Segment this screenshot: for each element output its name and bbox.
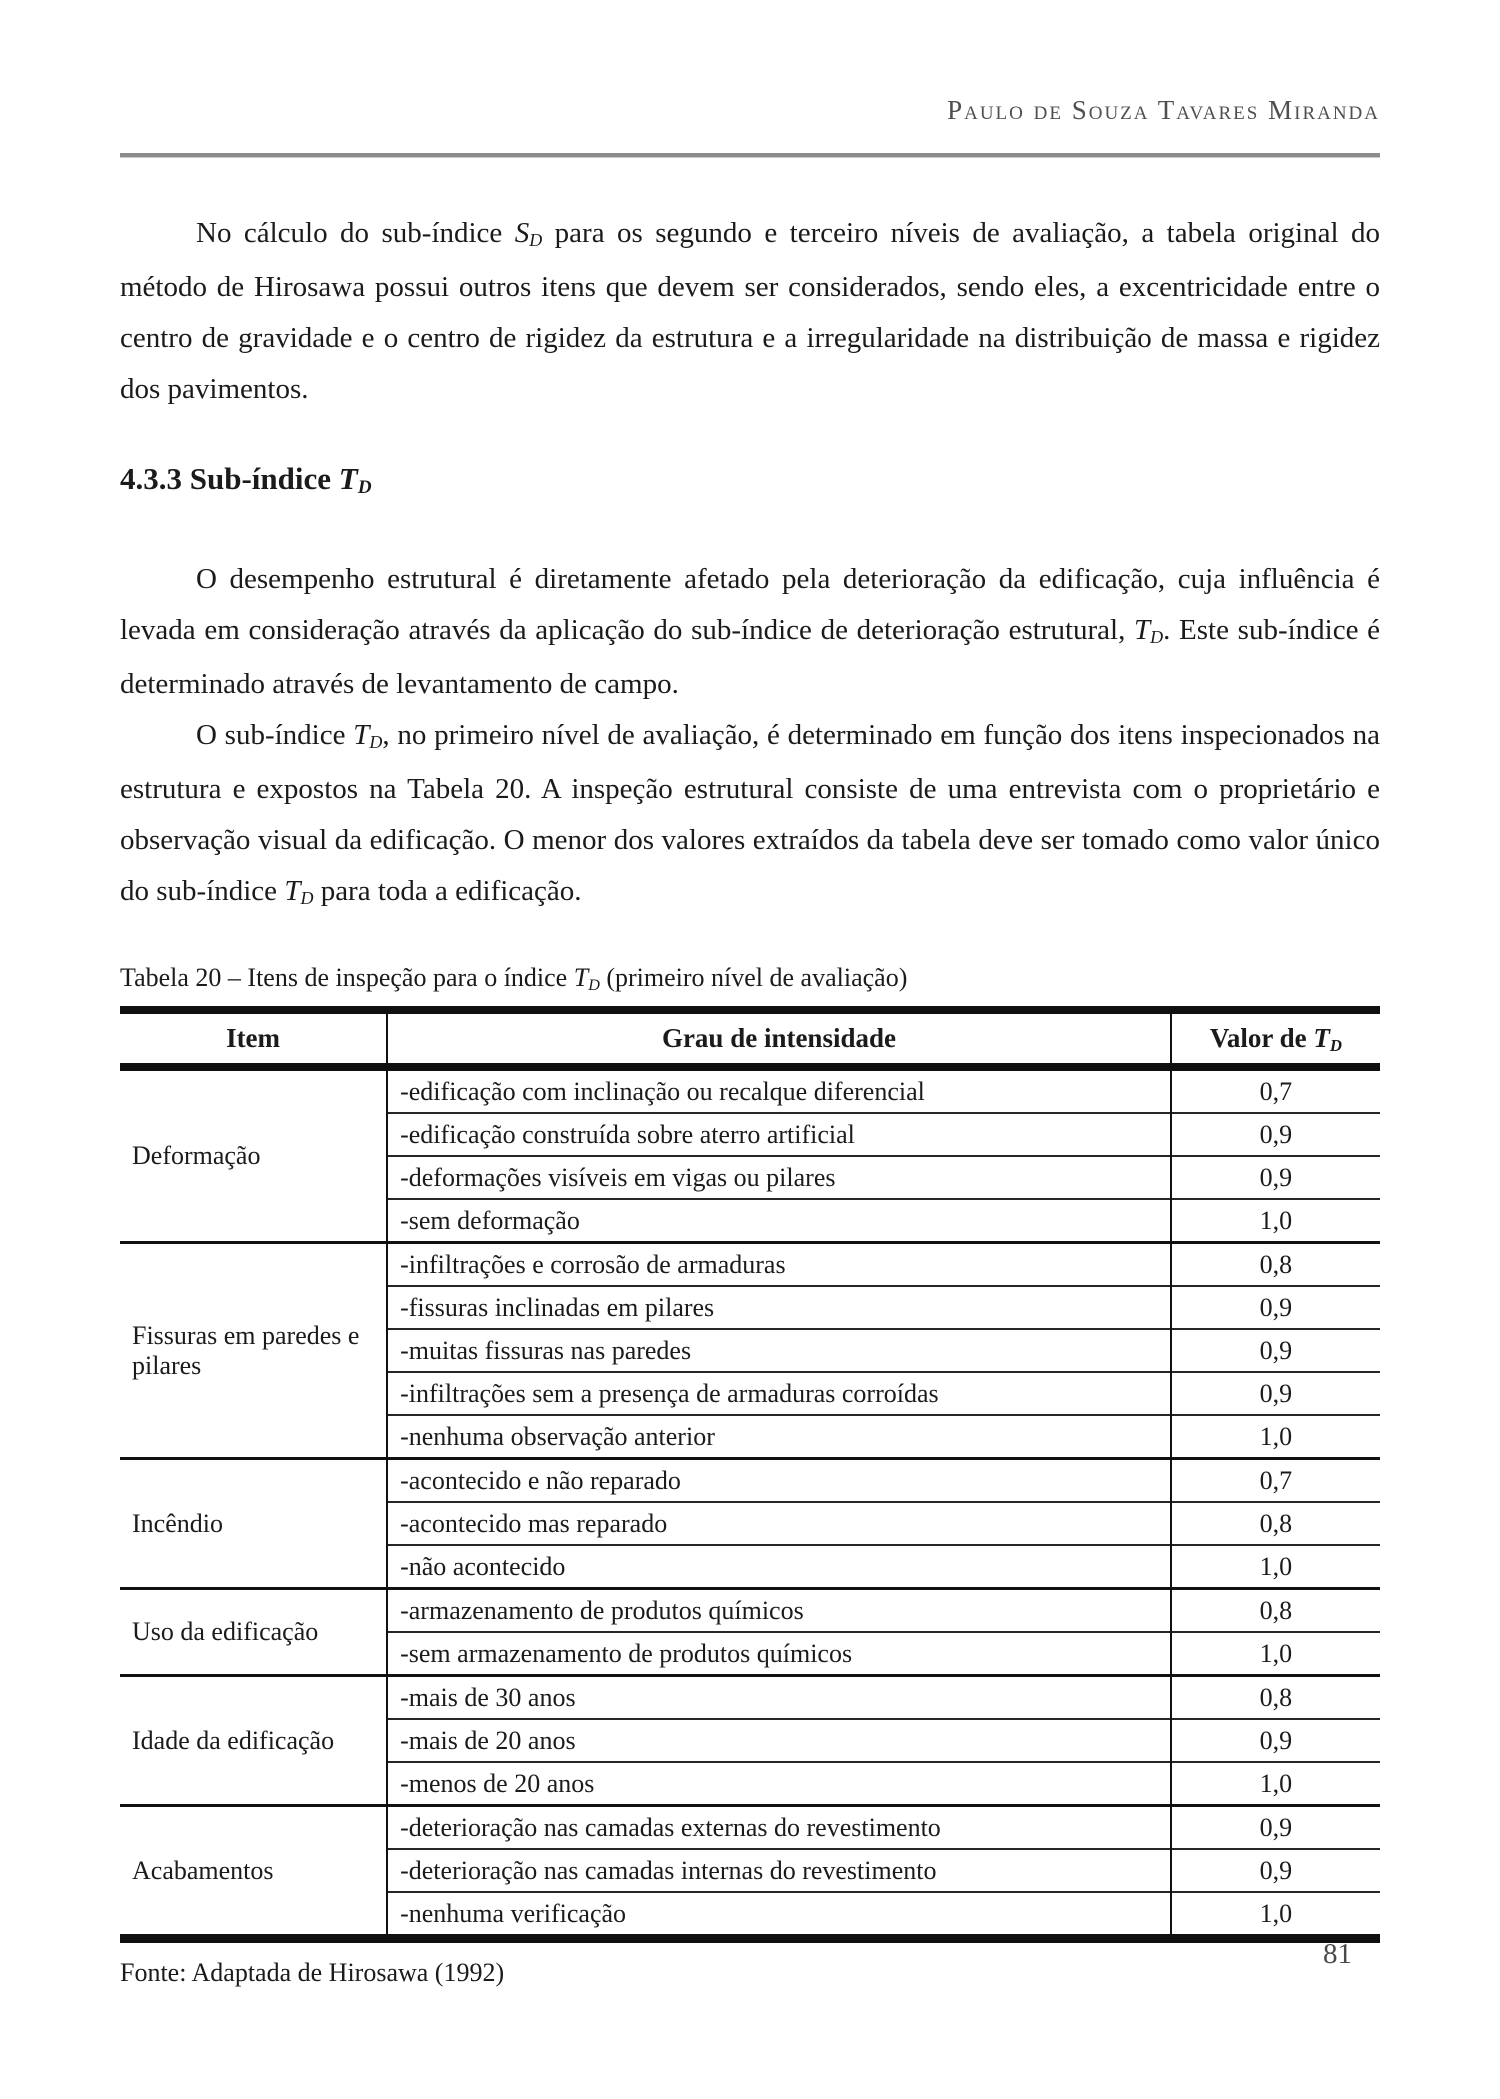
intensity-cell: -armazenamento de produtos químicos [387, 1589, 1171, 1633]
value-cell: 0,8 [1171, 1243, 1380, 1287]
table-caption: Tabela 20 – Itens de inspeção para o índice $T_D$ (primeiro nível de avaliação) [120, 963, 908, 994]
intensity-cell: -não acontecido [387, 1545, 1171, 1589]
value-cell: 0,8 [1171, 1502, 1380, 1545]
value-cell: 0,9 [1171, 1719, 1380, 1762]
intensity-cell: -mais de 20 anos [387, 1719, 1171, 1762]
table-row [120, 1589, 1380, 1633]
value-cell: 1,0 [1171, 1892, 1380, 1939]
inspection-table-body [120, 1067, 1380, 1939]
intensity-cell: -deterioração nas camadas internas do revestimento [387, 1849, 1171, 1892]
value-cell: 0,9 [1171, 1329, 1380, 1372]
item-cell: Fissuras em paredes e pilares [120, 1243, 387, 1459]
page-number: 81 [1323, 1938, 1352, 1970]
value-cell: 1,0 [1171, 1415, 1380, 1459]
value-cell: 0,9 [1171, 1372, 1380, 1415]
inspection-table [120, 1006, 1380, 1943]
header-rule [120, 153, 1380, 158]
column-header-item: Item [120, 1010, 387, 1067]
value-cell: 1,0 [1171, 1199, 1380, 1243]
value-cell: 1,0 [1171, 1632, 1380, 1676]
section-heading: 4.3.3 Sub-índice $T_D$ [120, 461, 372, 499]
intensity-cell: -acontecido e não reparado [387, 1459, 1171, 1503]
intro-paragraph: No cálculo do sub-índice $S_D$ para os segundo e terceiro níveis de avaliação, a tabela original do método de Hirosawa possui outros itens que devem ser considerados, sendo eles, a excentricidade entre o centro de gravidade e o centro de rigidez da estrutura e a irregularidade na distribuição de massa e rigidez dos pavimentos. [120, 217, 1380, 405]
item-cell: Uso da edificação [120, 1589, 387, 1676]
intensity-cell: -fissuras inclinadas em pilares [387, 1286, 1171, 1329]
table-row [120, 1459, 1380, 1503]
value-cell: 1,0 [1171, 1762, 1380, 1806]
intensity-cell: -infiltrações sem a presença de armaduras corroídas [387, 1372, 1171, 1415]
intensity-cell: -edificação construída sobre aterro artificial [387, 1113, 1171, 1156]
value-cell: 0,9 [1171, 1806, 1380, 1850]
intensity-cell: -sem deformação [387, 1199, 1171, 1243]
item-cell: Deformação [132, 1141, 261, 1170]
table-row [120, 1067, 1380, 1113]
intensity-cell: -nenhuma observação anterior [387, 1415, 1171, 1459]
value-cell: 1,0 [1171, 1545, 1380, 1589]
intensity-cell: -deterioração nas camadas externas do revestimento [387, 1806, 1171, 1850]
table-row [120, 1676, 1380, 1720]
section-paragraph-1: O desempenho estrutural é diretamente afetado pela deterioração da edificação, cuja influência é levada em consideração através da aplicação do sub-índice de deterioração estrutural, $T_D$. Este sub-índice é determinado através de levantamento de campo. [120, 563, 1381, 700]
item-cell: Incêndio [120, 1459, 387, 1589]
value-cell: 0,9 [1171, 1156, 1380, 1199]
section-paragraph-2: O sub-índice $T_D$, no primeiro nível de avaliação, é determinado em função dos itens inspecionados na estrutura e expostos na Tabela 20. A inspeção estrutural consiste de uma entrevista com o proprietário e observação visual da edificação. O menor dos valores extraídos da tabela deve ser tomado como valor único do sub-índice $T_D$ para toda a edificação. [120, 719, 1380, 908]
value-cell: 0,8 [1171, 1589, 1380, 1633]
column-header-intensity: Grau de intensidade [387, 1010, 1171, 1067]
value-cell: 0,9 [1171, 1849, 1380, 1892]
item-cell: Acabamentos [120, 1806, 387, 1939]
table-row [120, 1806, 1380, 1850]
intensity-cell: -sem armazenamento de produtos químicos [387, 1632, 1171, 1676]
column-header-value: Valor de $T_D$ [1171, 1010, 1380, 1067]
table-header-row [120, 1010, 1380, 1067]
intensity-cell: -mais de 30 anos [387, 1676, 1171, 1720]
table-source: Fonte: Adaptada de Hirosawa (1992) [120, 1958, 505, 1987]
intensity-cell: -menos de 20 anos [387, 1762, 1171, 1806]
running-header: Paulo de Souza Tavares Miranda [947, 95, 1380, 125]
value-cell: 0,7 [1171, 1067, 1380, 1113]
intensity-cell: -muitas fissuras nas paredes [387, 1329, 1171, 1372]
value-cell: 0,8 [1171, 1676, 1380, 1720]
intensity-cell: -infiltrações e corrosão de armaduras [387, 1243, 1171, 1287]
value-cell: 0,9 [1171, 1286, 1380, 1329]
intensity-cell: -nenhuma verificação [387, 1892, 1171, 1939]
table-row [120, 1243, 1380, 1287]
intensity-cell: -edificação com inclinação ou recalque diferencial [387, 1067, 1171, 1113]
intensity-cell: -deformações visíveis em vigas ou pilares [387, 1156, 1171, 1199]
item-cell: Idade da edificação [120, 1676, 387, 1806]
value-cell: 0,7 [1171, 1459, 1380, 1503]
intensity-cell: -acontecido mas reparado [387, 1502, 1171, 1545]
value-cell: 0,9 [1171, 1113, 1380, 1156]
